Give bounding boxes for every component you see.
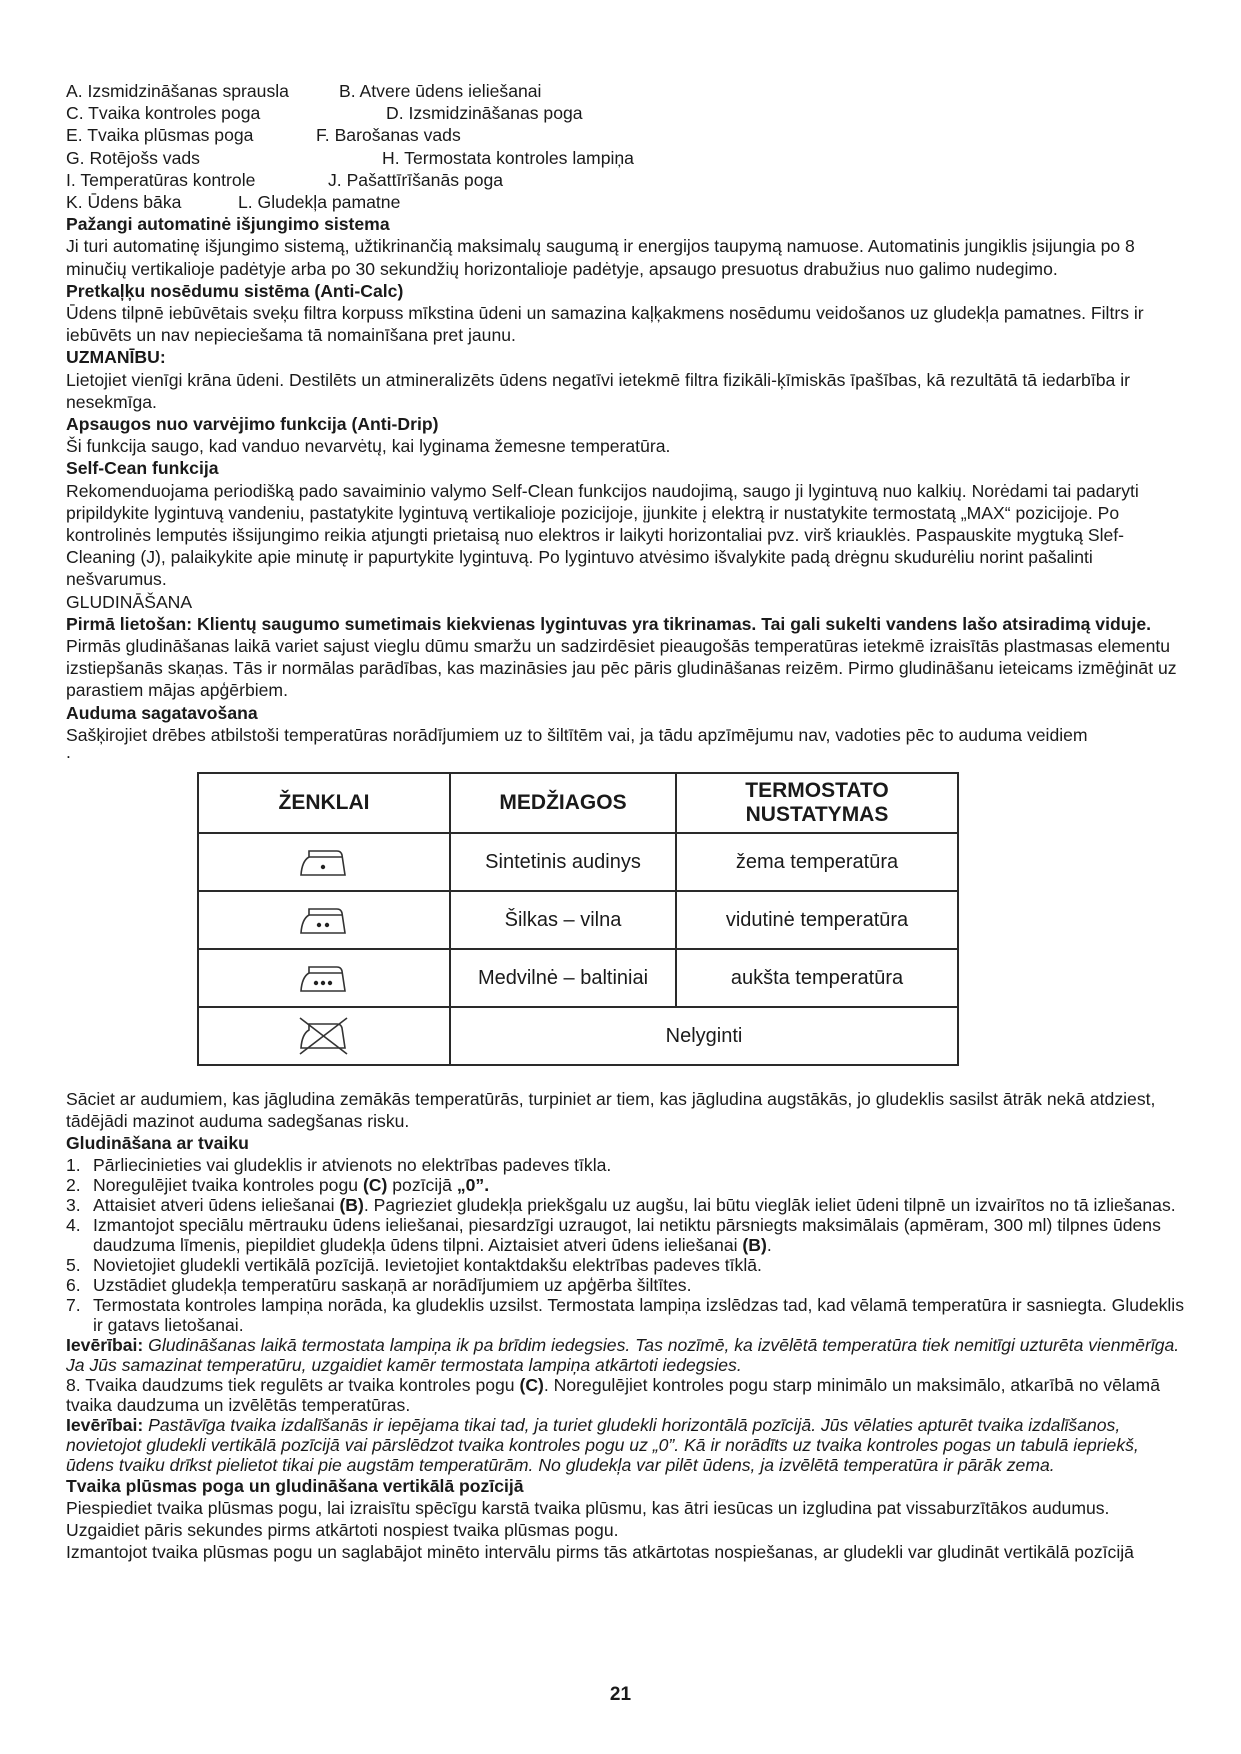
do-not-iron-icon xyxy=(199,1016,449,1056)
attention-text: Lietojiet vienīgi krāna ūdeni. Destilēts un atmineralizēts ūdens negatīvi ietekmē filtra fizikāli-ķīmiskās īpašības, kā rezultātā tā iedarbība ir nesekmīga. xyxy=(66,369,1130,412)
step-bold: (C) xyxy=(519,1374,544,1395)
part-label: H. Termostata kontroles lampiņa xyxy=(382,147,634,168)
part-label: F. Barošanas vads xyxy=(316,125,461,146)
vertical-text-1: Piespiediet tvaika plūsmas pogu, lai izraisītu spēcīgu karstā tvaika plūsmu, kas ātri iesūcas un izgludina pat vissaburzītākos audumus. Uzgaidiet pāris sekundes pirms atkārtoti nospiest tvaika plūsmas pogu. xyxy=(66,1497,1110,1541)
material-cell: Šilkas – vilna xyxy=(450,891,676,949)
step-number: 6. xyxy=(66,1274,81,1295)
no-ironing-cell: Nelyginti xyxy=(450,1007,958,1065)
step-bold: (B) xyxy=(339,1194,364,1215)
step-text: Uzstādiet gludekļa temperatūru saskaņā ar norādījumiem uz apģērba šiltītes. xyxy=(93,1274,692,1295)
step-bold: (B) xyxy=(742,1234,767,1255)
first-use-heading: Pirmā lietošan: Klientų saugumo sumetimais kiekvienas lygintuvas yra tikrinamas. Tai gali sukelti vandens lašo atsiradimą viduje. xyxy=(66,613,1152,634)
table-row xyxy=(198,891,958,949)
fabric-table xyxy=(197,772,959,1066)
step-number: 7. xyxy=(66,1294,81,1315)
step-text: Attaisiet atveri ūdens ieliešanai xyxy=(93,1194,340,1215)
table-row xyxy=(198,1007,958,1065)
table-header: MEDŽIAGOS xyxy=(450,773,676,833)
after-table-text: Sāciet ar audumiem, kas jāgludina zemākās temperatūrās, turpiniet ar tiem, kas jāgludina augstākās, jo gludeklis sasilst ātrāk nekā atdziest, tādējādi mazinot auduma sadegšanas risku. xyxy=(66,1089,1156,1132)
attention-title: UZMANĪBU: xyxy=(66,347,166,368)
step-number: 4. xyxy=(66,1214,81,1235)
parts-row xyxy=(66,102,1186,124)
page-number: 21 xyxy=(609,1684,632,1705)
material-cell: Sintetinis audinys xyxy=(450,833,676,891)
step-item xyxy=(66,1255,1186,1275)
step-item xyxy=(66,1175,1186,1195)
part-label: D. Izsmidzināšanas poga xyxy=(386,103,583,124)
step-number: 2. xyxy=(66,1174,81,1195)
step-item xyxy=(66,1155,1186,1175)
step-item xyxy=(66,1195,1186,1215)
note-text: Pastāvīga tvaika izdalīšanās ir iepējama tikai tad, ja turiet gludekli horizontālā pozīcijā. Jūs vēlaties apturēt tvaika izdalīšanos, novietojot gludekli vertikālā pozīcijā vai pārslēdzot tvaika kontroles pogu uz „0”. Kā ir norādīts uz tvaika kontroles pogas un tabulā iepriekš, ūdens tvaiku drīkst pielietot tikai pie augstām temperatūrām. No gludekļa var pilēt ūdens, ja izvēlētā temperatūra ir pārāk zema. xyxy=(66,1414,1139,1475)
step-item xyxy=(66,1275,1186,1295)
step-number: 1. xyxy=(66,1154,81,1175)
note-1 xyxy=(66,1335,1186,1375)
iron-1-dot-icon xyxy=(199,843,449,881)
parts-list xyxy=(66,80,1186,213)
steam-title: Gludināšana ar tvaiku xyxy=(66,1133,249,1154)
step-text: Izmantojot speciālu mērtrauku ūdens ieliešanai, piesardzīgi uzraugot, lai netiktu pārsniegts maksimālais (apmēram, 300 ml) tilpnes ūdens daudzuma līmenis, piepildiet gludekļa ūdens tilpni. Aiztaisiet atveri ūdens ieliešanai xyxy=(93,1214,1161,1255)
part-label: L. Gludekļa pamatne xyxy=(238,191,401,212)
note-label: Ievērībai: xyxy=(66,1334,144,1355)
fabric-prep-title: Auduma sagatavošana xyxy=(66,702,258,723)
part-label: G. Rotējošs vads xyxy=(66,147,200,168)
symbol-cell xyxy=(198,1007,450,1065)
part-label: B. Atvere ūdens ieliešanai xyxy=(339,81,542,101)
step-bold: „0”. xyxy=(456,1174,490,1195)
vertical-text-2: Izmantojot tvaika plūsmas pogu un saglabājot minēto intervālu pirms tās atkārtotas nospiešanas, ar gludekli var gludināt vertikālā pozīcijā xyxy=(66,1542,1134,1563)
parts-row xyxy=(66,124,1186,146)
vertical-title: Tvaika plūsmas poga un gludināšana vertikālā pozīcijā xyxy=(66,1475,524,1496)
parts-row xyxy=(66,147,1186,169)
part-label: J. Pašattīrīšanās poga xyxy=(328,169,504,190)
parts-row xyxy=(66,191,1186,213)
part-label: A. Izsmidzināšanas sprausla xyxy=(66,81,289,101)
part-label: E. Tvaika plūsmas poga xyxy=(66,125,254,146)
symbol-cell xyxy=(198,833,450,891)
step-number: 5. xyxy=(66,1254,81,1275)
step-number: 3. xyxy=(66,1194,81,1215)
note-text: Gludināšanas laikā termostata lampiņa ik pa brīdim iedegsies. Tas nozīmē, ka izvēlētā temperatūra tiek nemitīgi uzturēta vienmērīga. Ja Jūs samazinat temperatūru, uzgaidiet kamēr termostata lampiņa atkārtoti iedegsies. xyxy=(66,1334,1180,1375)
step-text: Noregulējiet tvaika kontroles pogu xyxy=(93,1174,363,1195)
step-text: . xyxy=(766,1234,772,1255)
note-2 xyxy=(66,1415,1186,1475)
step-bold: (C) xyxy=(362,1174,388,1195)
first-use-text: Pirmās gludināšanas laikā variet sajust vieglu dūmu smaržu un sadzirdēsiet pieaugošās temperatūras ietekmē izraisītās plastmasas elementu izstiepšanās skaņas. Tās ir normālas parādības, kas mazināsies jau pēc pāris gludināšanas reizēm. Pirmo gludināšanu ieteicams izmēģināt uz parastiem mājas apģērbiem. xyxy=(66,635,1177,701)
table-header: TERMOSTATO NUSTATYMAS xyxy=(676,773,958,833)
fabric-prep-dot: . xyxy=(66,742,71,762)
setting-cell: žema temperatūra xyxy=(676,833,958,891)
step-number: 8. xyxy=(66,1374,81,1395)
step-text: Termostata kontroles lampiņa norāda, ka gludeklis uzsilst. Termostata lampiņa izslēdzas tad, kad vēlamā temperatūra ir sasniegta. Gludeklis ir gatavs lietošanai. xyxy=(93,1294,1185,1335)
step-item xyxy=(66,1295,1186,1335)
symbol-cell xyxy=(198,949,450,1007)
step-text: Novietojiet gludekli vertikālā pozīcijā. Ievietojiet kontaktdakšu elektrības padeves tīklā. xyxy=(93,1254,762,1275)
anti-drip-title: Apsaugos nuo varvėjimo funkcija (Anti-Drip) xyxy=(66,413,439,434)
step-text: pozīcijā xyxy=(387,1174,457,1195)
step-text: . Noregulējiet kontroles pogu starp minimālo un maksimālo, atkarībā no vēlamā tvaika daudzuma un izvēlētās temperatūras. xyxy=(66,1374,1160,1415)
steam-steps xyxy=(66,1155,1186,1335)
iron-2-dots-icon xyxy=(199,901,449,939)
step-item xyxy=(66,1215,1186,1255)
step-text: Tvaika daudzums tiek regulēts ar tvaika kontroles pogu xyxy=(85,1374,520,1395)
manual-page xyxy=(66,80,1186,1563)
setting-cell: aukšta temperatūra xyxy=(676,949,958,1007)
self-clean-title: Self-Cean funkcija xyxy=(66,458,219,479)
table-row xyxy=(198,833,958,891)
anti-calc-text: Ūdens tilpnē iebūvētais sveķu filtra korpuss mīkstina ūdeni un samazina kaļķakmens nosēdumu veidošanos uz gludekļa pamatnes. Filtrs ir iebūvēts un nav nepieciešama tā nomainīšana pret jaunu. xyxy=(66,302,1144,346)
table-header-row xyxy=(198,773,958,833)
note-label: Ievērībai: xyxy=(66,1414,144,1435)
fabric-prep-text: Sašķirojiet drēbes atbilstoši temperatūras norādījumiem uz to šiltītēm vai, ja tādu apzīmējumu nav, vadoties pēc to auduma veidiem xyxy=(66,724,1088,745)
parts-row xyxy=(66,80,1186,102)
symbol-cell xyxy=(198,891,450,949)
auto-off-title: Pažangi automatinė išjungimo sistema xyxy=(66,214,390,235)
setting-cell: vidutinė temperatūra xyxy=(676,891,958,949)
step-text: . Pagrieziet gludekļa priekšgalu uz augšu, lai būtu vieglāk ieliet ūdeni tilpnē un izvairītos no tā izliešanas. xyxy=(363,1194,1176,1215)
step-text: Pārliecinieties vai gludeklis ir atvienots no elektrības padeves tīkla. xyxy=(93,1154,612,1175)
table-header: ŽENKLAI xyxy=(198,773,450,833)
auto-off-text: Ji turi automatinę išjungimo sistemą, užtikrinančią maksimalų saugumą ir energijos taupymą namuose. Automatinis jungiklis įsijungia po 8 minučių vertikalioje padėtyje arba po 30 sekundžių horizontalioje padėtyje, apsaugo presuotus drabužius nuo galimo nudegimo. xyxy=(66,236,1135,279)
part-label: K. Ūdens bāka xyxy=(66,191,182,212)
step-8 xyxy=(66,1375,1186,1415)
anti-calc-title: Pretkaļķu nosēdumu sistēma (Anti-Calc) xyxy=(66,280,404,301)
anti-drip-text: Ši funkcija saugo, kad vanduo nevarvėtų, kai lyginama žemesne temperatūra. xyxy=(66,436,671,457)
material-cell: Medvilnė – baltiniai xyxy=(450,949,676,1007)
ironing-title: GLUDINĀŠANA xyxy=(66,591,193,612)
parts-row xyxy=(66,169,1186,191)
iron-3-dots-icon xyxy=(199,959,449,997)
part-label: C. Tvaika kontroles poga xyxy=(66,103,261,124)
table-row xyxy=(198,949,958,1007)
self-clean-text: Rekomenduojama periodišką pado savaiminio valymo Self-Clean funkcijos naudojimą, saugo ji lygintuvą nuo kalkių. Norėdami tai padaryti pripildykite lygintuvą vandeniu, pastatykite lygintuvą vertikalioje pozicijoje, įjunkite į elektrą ir nustatykite termostatą „MAX“ pozicijoje. Po kontrolinės lemputės išsijungimo reikia atjungti prietaisą nuo elektros ir laikyti horizontaliai pvz. virš kriauklės. Paspauskite mygtuką Slef-Cleaning (J), palaikykite apie minutę ir papurtykite lygintuvą. Po lygintuvo atvėsimo išvalykite padą drėgnu skudurėliu norint pašalinti nešvarumus. xyxy=(66,480,1139,590)
part-label: I. Temperatūras kontrole xyxy=(66,169,256,190)
